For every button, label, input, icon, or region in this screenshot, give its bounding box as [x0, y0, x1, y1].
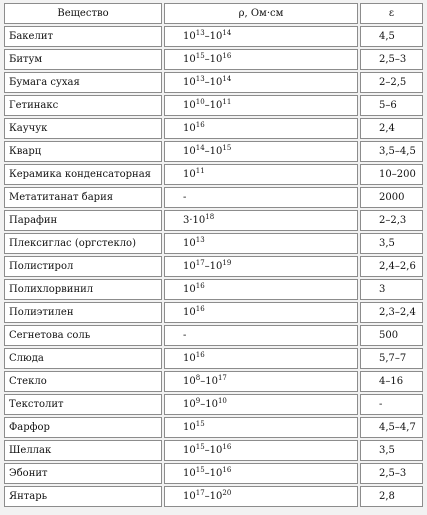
- permittivity-cell: 2,5–3: [360, 49, 423, 70]
- exponent: 13: [195, 75, 205, 83]
- resistivity-cell: $10^{17}-10^{19}$: [164, 256, 358, 277]
- exponent: 15: [195, 443, 205, 451]
- substance-cell: Янтарь: [4, 486, 162, 507]
- exponent: 15: [195, 466, 205, 474]
- permittivity-cell: 3,5–4,5: [360, 141, 423, 162]
- resistivity-cell: $10^{11}$: [164, 164, 358, 185]
- header-resistivity: ρ, Ом·см: [164, 3, 358, 24]
- exponent: 16: [195, 282, 205, 290]
- table-body: [4, 26, 423, 507]
- permittivity-cell: 10–200: [360, 164, 423, 185]
- table-row: [4, 394, 423, 415]
- table-row: [4, 279, 423, 300]
- permittivity-cell: 2,8: [360, 486, 423, 507]
- table-row: [4, 256, 423, 277]
- exponent: 18: [205, 213, 215, 221]
- exponent: 14: [222, 75, 232, 83]
- permittivity-cell: 2,5–3: [360, 463, 423, 484]
- permittivity-cell: 4–16: [360, 371, 423, 392]
- substance-cell: Фарфор: [4, 417, 162, 438]
- permittivity-cell: 4,5: [360, 26, 423, 47]
- resistivity-cell: $10^{13}-10^{14}$: [164, 72, 358, 93]
- table-row: [4, 95, 423, 116]
- substance-cell: Каучук: [4, 118, 162, 139]
- exponent: 10: [195, 98, 205, 106]
- exponent: 8: [195, 374, 201, 382]
- table-row: [4, 210, 423, 231]
- exponent: 13: [195, 29, 205, 37]
- exponent: 17: [217, 374, 227, 382]
- substance-cell: Эбонит: [4, 463, 162, 484]
- exponent: 10: [217, 397, 227, 405]
- table-row: [4, 26, 423, 47]
- substance-cell: Полистирол: [4, 256, 162, 277]
- permittivity-cell: 2000: [360, 187, 423, 208]
- resistivity-cell: $10^8-10^{17}$: [164, 371, 358, 392]
- resistivity-cell: $10^{16}$: [164, 302, 358, 323]
- table-row: [4, 72, 423, 93]
- substance-cell: Шеллак: [4, 440, 162, 461]
- resistivity-cell: $10^{16}$: [164, 279, 358, 300]
- substance-cell: Метатитанат бария: [4, 187, 162, 208]
- exponent: 16: [195, 121, 205, 129]
- table-row: [4, 141, 423, 162]
- header-permittivity: ε: [360, 3, 423, 24]
- exponent: 16: [222, 466, 232, 474]
- exponent: 16: [195, 305, 205, 313]
- substance-cell: Парафин: [4, 210, 162, 231]
- table-row: [4, 49, 423, 70]
- permittivity-cell: 2,4: [360, 118, 423, 139]
- exponent: 17: [195, 489, 205, 497]
- substance-cell: Бакелит: [4, 26, 162, 47]
- permittivity-cell: -: [360, 394, 423, 415]
- substance-cell: Гетинакс: [4, 95, 162, 116]
- table-row: [4, 233, 423, 254]
- permittivity-cell: 2–2,5: [360, 72, 423, 93]
- exponent: 11: [222, 98, 232, 106]
- permittivity-cell: 3: [360, 279, 423, 300]
- table-row: [4, 463, 423, 484]
- permittivity-cell: 5–6: [360, 95, 423, 116]
- table-row: [4, 302, 423, 323]
- resistivity-cell: -: [164, 325, 358, 346]
- resistivity-cell: $10^{10}-10^{11}$: [164, 95, 358, 116]
- table-header-row: [4, 3, 423, 24]
- resistivity-cell: $3\cdot 10^{18}$: [164, 210, 358, 231]
- dielectric-properties-table: [2, 1, 425, 509]
- exponent: 13: [195, 236, 205, 244]
- substance-cell: Полихлорвинил: [4, 279, 162, 300]
- exponent: 11: [195, 167, 205, 175]
- table-row: [4, 325, 423, 346]
- header-substance: Вещество: [4, 3, 162, 24]
- substance-cell: Слюда: [4, 348, 162, 369]
- exponent: 17: [195, 259, 205, 267]
- substance-cell: Полиэтилен: [4, 302, 162, 323]
- exponent: 15: [195, 420, 205, 428]
- resistivity-cell: $10^{14}-10^{15}$: [164, 141, 358, 162]
- resistivity-cell: $10^{13}$: [164, 233, 358, 254]
- exponent: 15: [195, 52, 205, 60]
- table-row: [4, 187, 423, 208]
- table-row: [4, 164, 423, 185]
- table-row: [4, 348, 423, 369]
- table-row: [4, 486, 423, 507]
- exponent: 14: [195, 144, 205, 152]
- resistivity-cell: -: [164, 187, 358, 208]
- exponent: 15: [222, 144, 232, 152]
- substance-cell: Стекло: [4, 371, 162, 392]
- resistivity-cell: $10^{16}$: [164, 118, 358, 139]
- table-row: [4, 371, 423, 392]
- permittivity-cell: 4,5–4,7: [360, 417, 423, 438]
- resistivity-cell: $10^{15}-10^{16}$: [164, 463, 358, 484]
- resistivity-cell: $10^{17}-10^{20}$: [164, 486, 358, 507]
- substance-cell: Битум: [4, 49, 162, 70]
- table-container: [2, 1, 425, 509]
- substance-cell: Сегнетова соль: [4, 325, 162, 346]
- substance-cell: Бумага сухая: [4, 72, 162, 93]
- resistivity-cell: $10^{13}-10^{14}$: [164, 26, 358, 47]
- permittivity-cell: 5,7–7: [360, 348, 423, 369]
- permittivity-cell: 3,5: [360, 440, 423, 461]
- substance-cell: Керамика конденсаторная: [4, 164, 162, 185]
- substance-cell: Кварц: [4, 141, 162, 162]
- permittivity-cell: 500: [360, 325, 423, 346]
- exponent: 9: [195, 397, 201, 405]
- exponent: 16: [195, 351, 205, 359]
- substance-cell: Текстолит: [4, 394, 162, 415]
- resistivity-cell: $10^9-10^{10}$: [164, 394, 358, 415]
- resistivity-cell: $10^{15}-10^{16}$: [164, 440, 358, 461]
- exponent: 20: [222, 489, 232, 497]
- permittivity-cell: 2,3–2,4: [360, 302, 423, 323]
- resistivity-cell: $10^{15}-10^{16}$: [164, 49, 358, 70]
- substance-cell: Плексиглас (оргстекло): [4, 233, 162, 254]
- resistivity-cell: $10^{16}$: [164, 348, 358, 369]
- exponent: 16: [222, 52, 232, 60]
- table-row: [4, 440, 423, 461]
- permittivity-cell: 2–2,3: [360, 210, 423, 231]
- resistivity-cell: $10^{15}$: [164, 417, 358, 438]
- table-row: [4, 118, 423, 139]
- permittivity-cell: 2,4–2,6: [360, 256, 423, 277]
- permittivity-cell: 3,5: [360, 233, 423, 254]
- table-row: [4, 417, 423, 438]
- exponent: 14: [222, 29, 232, 37]
- exponent: 16: [222, 443, 232, 451]
- exponent: 19: [222, 259, 232, 267]
